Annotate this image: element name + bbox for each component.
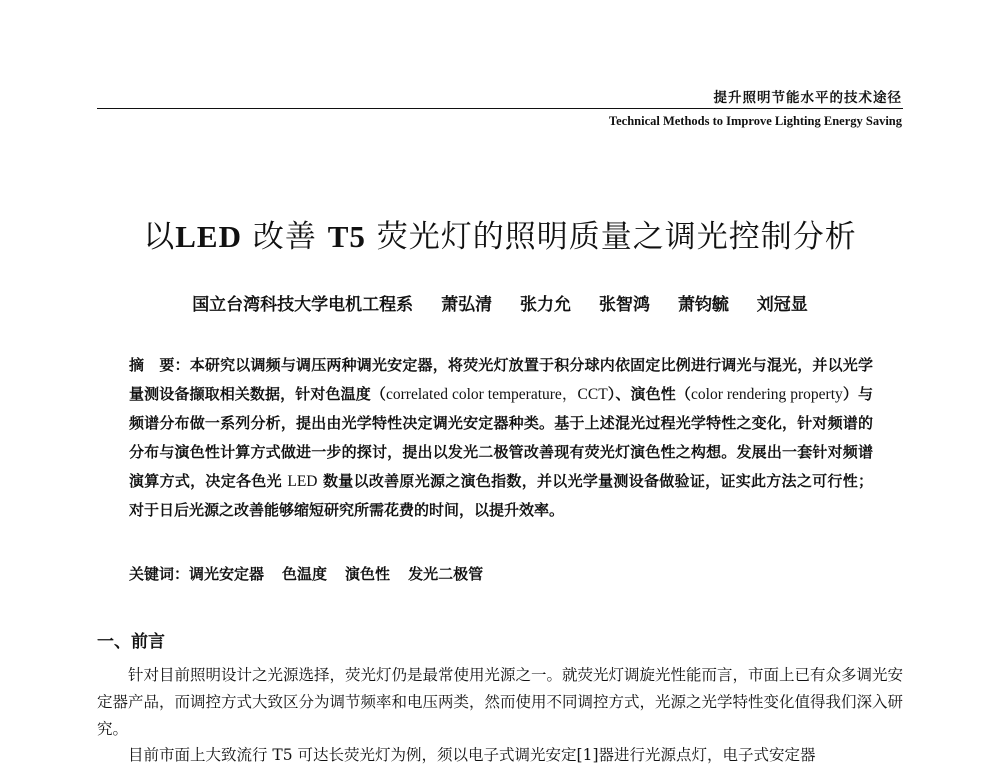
section-paragraph: 针对目前照明设计之光源选择，荧光灯仍是最常使用光源之一。就荧光灯调旋光性能而言，市面上已有众多调光安定器产品，而调控方式大致区分为调节频率和电压两类，然而使用不同调控方式，光源之光学特性变化值得我们深入研究。 (97, 666, 904, 738)
running-header-en: Technical Methods to Improve Lighting Energy Saving (608, 114, 902, 128)
keywords-label: 关键词： (129, 565, 190, 583)
title-latin: LED (175, 219, 242, 254)
keyword: 演色性 (345, 565, 391, 583)
title-part: 改善 (241, 219, 328, 255)
title-latin: T5 (327, 219, 366, 254)
abstract-text: ）、演色性（ (607, 385, 692, 403)
author-name: 萧钧毓 (677, 295, 729, 315)
header-rule (97, 108, 903, 109)
abstract-text: 本研究以调频与调压两种调光安定器，将荧光灯放置于积分球内依固定比例进行调光与混光，并以光学量测设备撷取相关数据，针对色温度（ (129, 356, 873, 403)
affiliation: 国立台湾科技大学电机工程系 (192, 295, 414, 315)
paper-title (0, 211, 1000, 256)
abstract (129, 351, 873, 525)
keywords (129, 563, 873, 584)
author-name: 张力允 (520, 295, 572, 315)
abstract-english-term: LED (287, 473, 318, 490)
keyword: 调光安定器 (189, 565, 265, 583)
author-name: 张智鸿 (598, 295, 650, 315)
keyword: 发光二极管 (408, 565, 484, 583)
keyword: 色温度 (282, 565, 328, 583)
title-part: 以 (143, 219, 176, 255)
running-header-cn: 提升照明节能水平的技术途径 (713, 90, 902, 106)
author-name: 刘冠显 (756, 295, 808, 315)
abstract-english-term: correlated color temperature，CCT (386, 386, 608, 403)
section-heading: 一、前言 (97, 632, 165, 652)
abstract-text: ）与频谱分布做一系列分析，提出由光学特性决定调光安定器种类。基于上述混光过程光学特性之变化，针对频谱的分布与演色性计算方式做进一步的探讨，提出以发光二极管改善现有荧光灯演色性之构想。发展出一套针对频谱演算方式，决定各色光 (129, 385, 873, 490)
author-name: 萧弘清 (441, 295, 493, 315)
title-part: 荧光灯的照明质量之调光控制分析 (365, 219, 857, 255)
cut-off-line: 目前市面上大致流行 T5 可达长荧光灯为例，须以电子式调光安定[1]器进行光源点灯，电子式安定器 (128, 746, 816, 764)
author-line (0, 290, 1000, 315)
abstract-text: 数量以改善原光源之演色指数，并以光学量测设备做验证，证实此方法之可行性；对于日后光源之改善能够缩短研究所需花费的时间，以提升效率。 (129, 472, 873, 519)
abstract-english-term: color rendering property (691, 386, 843, 403)
abstract-label: 摘 要： (129, 356, 190, 374)
